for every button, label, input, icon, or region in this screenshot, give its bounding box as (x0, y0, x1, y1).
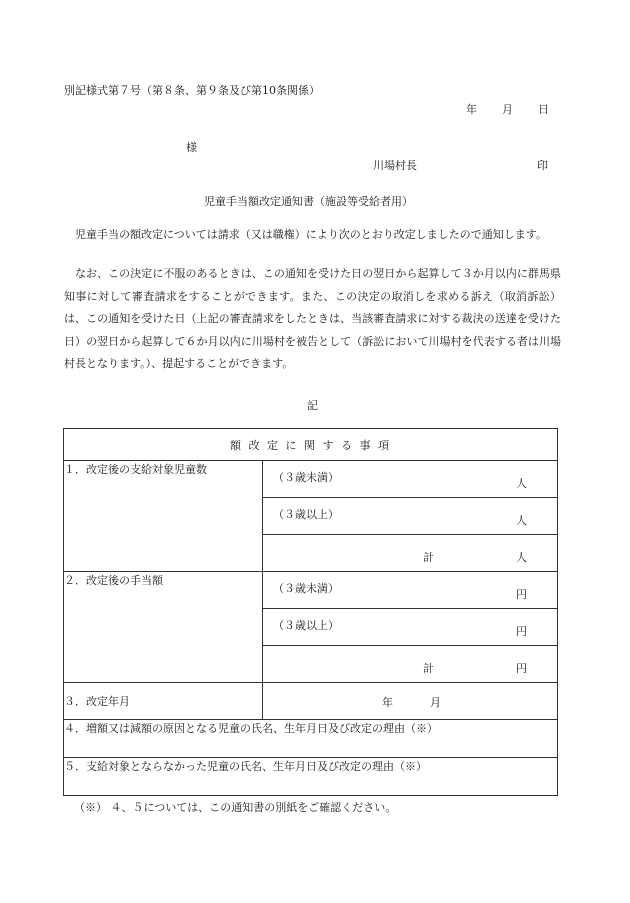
body-paragraph-2: なお、この決定に不服のあるときは、この通知を受けた日の翌日から起算して３か月以内に群馬県知事に対して審査請求をすることができます。また、この決定の取消しを求める訴え（取消訴訟）は、この通知を受けた日（上記の審査請求をしたときは、当該審査請求に対する裁決の送達を受けた日）の翌日から起算して６か月以内に川場村を被告として（訴訟において川場村を代表する者は川場村長となります。）、提起することができます。 (64, 267, 561, 370)
row-child-count-label: １．改定後の支給対象児童数 (64, 461, 263, 572)
under3-label: （３歳未満） (273, 471, 339, 484)
unit-person: 人 (516, 514, 528, 527)
row-reason-increase-decrease: ４．増額又は減額の原因となる児童の氏名、生年月日及び改定の理由（※） (64, 720, 558, 758)
allowance-total-cell (263, 646, 558, 683)
date-year: 年 (466, 103, 477, 116)
document-title: 児童手当額改定通知書（施設等受給者用） (204, 195, 413, 208)
issuer-name: 川場村長 (373, 159, 417, 172)
total-label: 計 (423, 662, 434, 675)
unit-yen: 円 (516, 588, 528, 601)
allowance-under3-cell (263, 572, 558, 609)
over3-label: （３歳以上） (273, 619, 339, 632)
date-month: 月 (502, 103, 513, 116)
allowance-over3-cell (263, 609, 558, 646)
revision-year: 年 (382, 696, 393, 709)
unit-person: 人 (516, 551, 528, 564)
addressee-suffix: 様 (186, 141, 197, 154)
footnote: （※） ４、５については、この通知書の別紙をご確認ください。 (74, 801, 397, 814)
revision-month: 月 (430, 696, 441, 709)
date-day: 日 (538, 103, 549, 116)
child-count-total-cell (263, 535, 558, 572)
child-count-under3-cell (263, 461, 558, 498)
total-label: 計 (423, 551, 434, 564)
body-paragraph-1: 児童手当の額改定については請求（又は職権）により次のとおり改定しましたので通知します。 (75, 228, 547, 241)
over3-label: （３歳以上） (273, 508, 339, 521)
ki-heading: 記 (307, 399, 318, 412)
unit-yen: 円 (516, 662, 528, 675)
row-allowance-label: ２．改定後の手当額 (64, 572, 263, 683)
row-revision-month-label: ３．改定年月 (64, 683, 263, 720)
unit-yen: 円 (516, 625, 528, 638)
form-reference: 別記様式第７号（第８条、第９条及び第10条関係） (64, 84, 320, 97)
unit-person: 人 (516, 477, 528, 490)
revision-month-cell (263, 683, 558, 720)
row-reason-not-eligible: ５．支給対象とならなかった児童の氏名、生年月日及び改定の理由（※） (64, 758, 558, 796)
under3-label: （３歳未満） (273, 582, 339, 595)
table-header: 額 改 定 に 関 す る 事 項 (64, 429, 558, 461)
issuer-seal: 印 (537, 159, 548, 172)
amendment-table (63, 428, 558, 796)
child-count-over3-cell (263, 498, 558, 535)
